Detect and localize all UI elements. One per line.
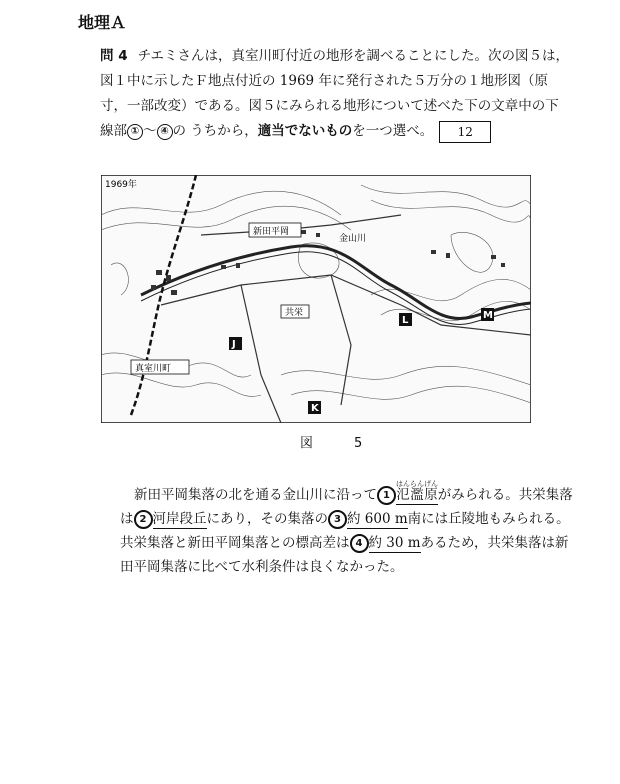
marker-4: 4 [350, 534, 369, 553]
question-block [100, 44, 570, 144]
figure-caption: 図 5 [300, 436, 377, 451]
label-mamurogawa-town: 真室川町 [135, 364, 172, 374]
marker-1: 1 [377, 486, 396, 505]
answer-number-box: 12 [439, 121, 491, 143]
question-text-1: チエミさんは，真室川町付近の地形を調べることにした。次の図５は，図１中に示したＦ地点付近の 1969 年に発行された５万分の１地形図（原寸，一部改変）である。図５にみられる地形について述べた下の文章中の下線部 [100, 48, 570, 139]
range-separator: ～ [143, 123, 157, 139]
passage [120, 480, 580, 579]
range-marker-start: ① [127, 124, 143, 140]
label-kyoei: 共栄 [285, 308, 304, 318]
underline-3: 約 600 m [347, 511, 408, 527]
underline-2: 河岸段丘 [152, 511, 207, 527]
passage-part-5: あるため，共栄集落は新田平岡集落に比べて水利条件は良くなかった。 [120, 535, 569, 575]
question-text-2: の うちから， [172, 123, 258, 139]
passage-part-4: 南には丘陵地もみられる。共栄集落と新田平岡集落との標高差は [120, 511, 570, 551]
marker-3: 3 [328, 510, 347, 529]
underline-4: 約 30 m [368, 535, 421, 551]
point-L: L [402, 315, 409, 326]
subject-heading: 地理Ａ [78, 13, 127, 32]
label-kanayama-river: 金山川 [339, 234, 367, 244]
underline-1-ruby: はんらんげん [396, 480, 438, 488]
question-text-3: を一つ選べ。 [352, 123, 434, 139]
marker-2: 2 [134, 510, 153, 529]
map-year-label: 1969年 [105, 180, 137, 190]
point-M: M [483, 310, 493, 321]
question-number: 問 4 [100, 48, 128, 64]
passage-part-2: がみられる。共栄集落は [120, 487, 573, 527]
passage-part-3: にあり，その集落の [206, 511, 328, 527]
underline-1: 氾濫原 [396, 487, 438, 503]
point-K: K [311, 403, 319, 414]
range-marker-end: ④ [157, 124, 173, 140]
point-J: J [232, 339, 236, 350]
question-emphasis: 適当でないもの [257, 123, 353, 139]
passage-part-1: 新田平岡集落の北を通る金山川に沿って [134, 487, 377, 503]
topographic-map [101, 175, 531, 423]
label-shinden-hiraoka: 新田平岡 [253, 227, 290, 237]
